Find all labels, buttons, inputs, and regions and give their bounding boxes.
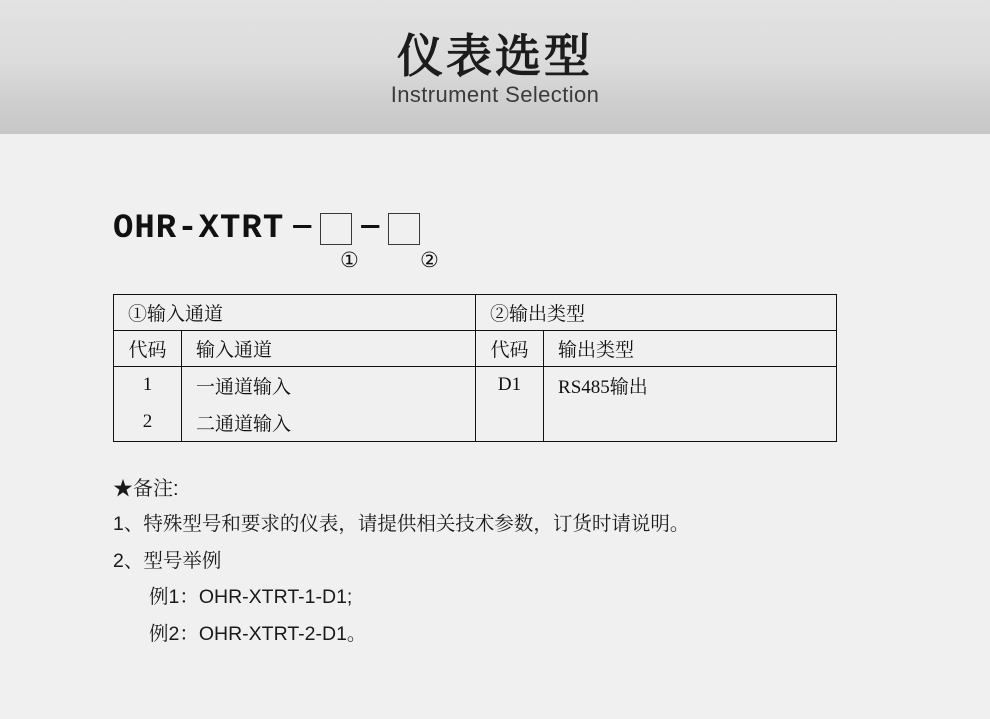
model-slot-2-box (388, 213, 420, 245)
column-header-right-code: 代码 (476, 331, 544, 367)
group-header-output: ②输出类型 (476, 295, 837, 331)
cell-left-code-1: 1 (114, 367, 182, 405)
page-title: 仪表选型 (397, 29, 593, 82)
table-row-group-header (114, 295, 837, 331)
page-header (0, 0, 990, 134)
content-area (0, 134, 990, 719)
cell-right-name-1: RS485输出 (544, 367, 837, 405)
cell-right-name-2 (544, 404, 837, 442)
notes-title: ★备注: (113, 478, 179, 500)
note-line-2: 2、型号举例 (113, 549, 222, 572)
table-row (114, 404, 837, 442)
table-row-column-headers (114, 331, 837, 367)
cell-left-name-2: 二通道输入 (182, 404, 476, 442)
notes-section (113, 479, 913, 661)
selection-table (113, 294, 837, 442)
column-header-left-name: 输入通道 (182, 331, 476, 367)
note-example-1: 例1：OHR-XTRT-1-D1; (149, 586, 353, 608)
cell-left-name-1: 一通道输入 (182, 367, 476, 405)
slot-marker-2: ② (420, 248, 439, 272)
cell-left-code-2: 2 (114, 404, 182, 442)
model-dash-2: — (361, 210, 380, 244)
group-header-input: ①输入通道 (114, 295, 476, 331)
note-example-2: 例2：OHR-XTRT-2-D1。 (149, 622, 367, 645)
column-header-left-code: 代码 (114, 331, 182, 367)
cell-right-code-2 (476, 404, 544, 442)
model-dash-1: — (293, 210, 312, 244)
model-slot-1-box (320, 213, 352, 245)
column-header-right-name: 输出类型 (544, 331, 837, 367)
note-line-1: 1、特殊型号和要求的仪表，请提供相关技术参数，订货时请说明。 (113, 513, 690, 535)
page-subtitle: Instrument Selection (390, 82, 600, 108)
cell-right-code-1: D1 (476, 367, 544, 405)
table-row (114, 367, 837, 405)
model-base-code: OHR-XTRT (113, 210, 285, 248)
model-code-row (113, 204, 420, 254)
slot-marker-1: ① (340, 248, 359, 272)
